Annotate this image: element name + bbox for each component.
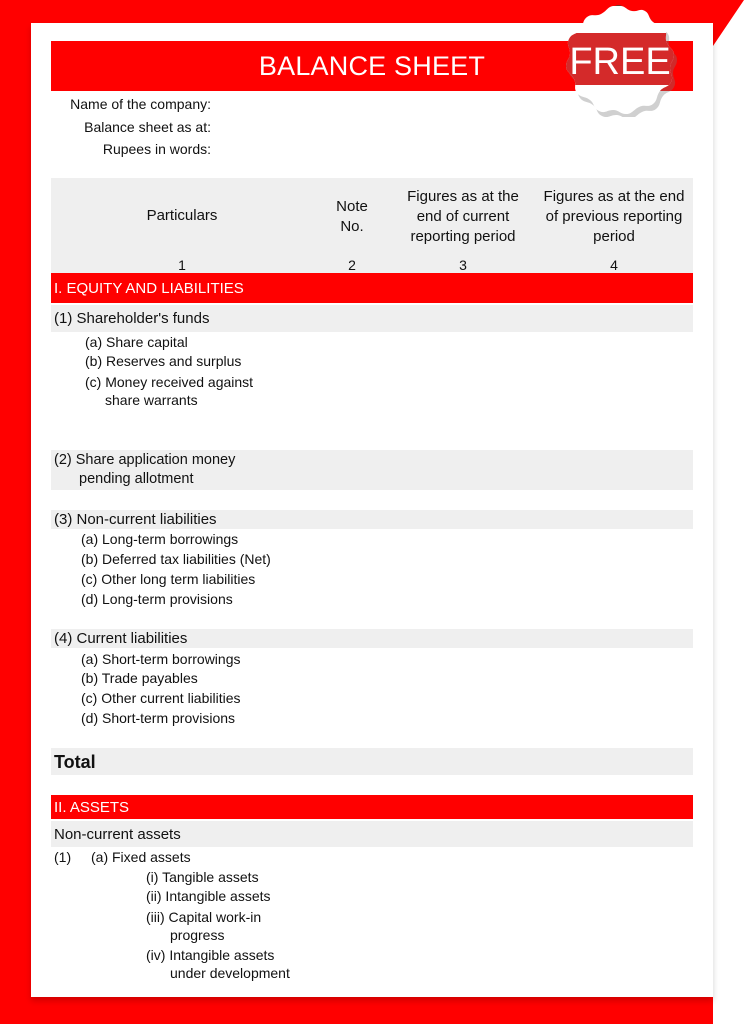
section-assets: II. ASSETS	[51, 795, 693, 819]
share-application-line2: pending allotment	[79, 471, 194, 487]
item-fixed-assets: (a) Fixed assets	[91, 849, 191, 865]
row-non-current-liabilities: (3) Non-current liabilities	[51, 510, 693, 529]
item-trade-payables: (b) Trade payables	[81, 670, 198, 686]
fixed-assets-number: (1)	[54, 849, 72, 865]
item-deferred-tax: (b) Deferred tax liabilities (Net)	[81, 551, 271, 567]
item-money-share-warrants: (c) Money received against	[85, 374, 254, 390]
col-number-4: 4	[610, 257, 618, 273]
item-reserves-surplus: (b) Reserves and surplus	[85, 353, 242, 369]
item-intangible-assets: (ii) Intangible assets	[146, 888, 271, 904]
item-long-term-borrowings: (a) Long-term borrowings	[81, 531, 239, 547]
col-number-2: 2	[348, 257, 356, 273]
item-share-capital: (a) Share capital	[85, 334, 188, 350]
row-non-current-assets: Non-current assets	[51, 821, 693, 847]
item-short-term-borrowings: (a) Short-term borrowings	[81, 651, 241, 667]
balance-date-label: Balance sheet as at:	[84, 119, 211, 135]
header-previous-period: Figures as at the end of previous reporting period	[543, 188, 685, 245]
item-capital-wip-cont: progress	[170, 927, 225, 943]
company-name-label: Name of the company:	[70, 96, 211, 112]
row-total: Total	[51, 748, 693, 775]
item-intangible-dev: (iv) Intangible assets	[146, 947, 275, 963]
item-capital-wip: (iii) Capital work-in	[146, 909, 262, 925]
item-intangible-dev-cont: under development	[170, 965, 290, 981]
item-other-current: (c) Other current liabilities	[81, 690, 241, 706]
item-short-term-provisions: (d) Short-term provisions	[81, 710, 236, 726]
item-long-term-provisions: (d) Long-term provisions	[81, 591, 233, 607]
item-tangible-assets: (i) Tangible assets	[146, 869, 259, 885]
header-note-no: Note No.	[336, 198, 368, 235]
svg-text:FREE: FREE	[569, 41, 671, 83]
item-other-long-term: (c) Other long term liabilities	[81, 571, 256, 587]
item-money-share-warrants-cont: share warrants	[105, 392, 198, 408]
col-number-1: 1	[178, 257, 186, 273]
page-title: BALANCE SHEET	[258, 51, 486, 81]
row-current-liabilities: (4) Current liabilities	[51, 629, 693, 648]
header-particulars: Particulars	[146, 207, 218, 224]
header-current-period: Figures as at the end of current reporting period	[407, 188, 519, 245]
col-number-3: 3	[459, 257, 467, 273]
share-application-line1: (2) Share application money	[54, 452, 236, 468]
section-equity-liabilities: I. EQUITY AND LIABILITIES	[51, 273, 693, 303]
rupees-words-label: Rupees in words:	[102, 141, 211, 157]
row-shareholders-funds: (1) Shareholder's funds	[51, 305, 693, 332]
free-badge	[563, 3, 677, 117]
